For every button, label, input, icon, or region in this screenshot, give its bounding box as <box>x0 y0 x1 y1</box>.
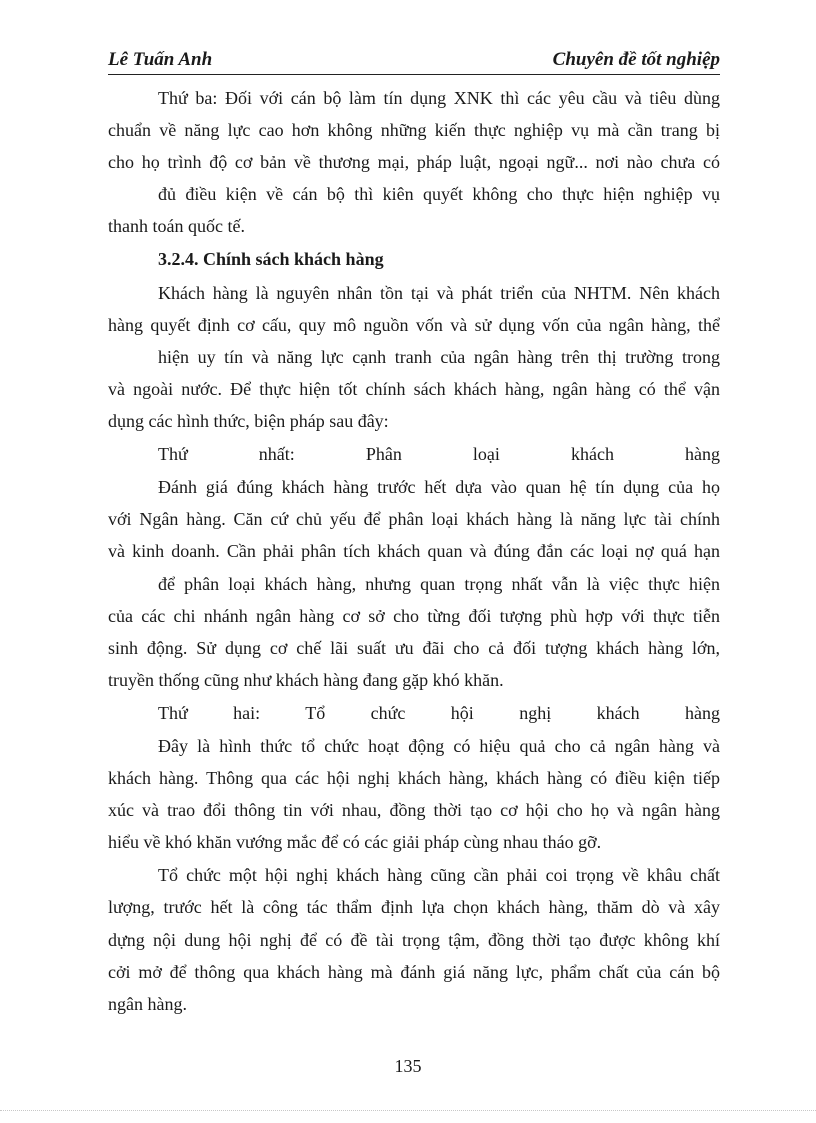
text-line: thanh toán quốc tế. <box>108 216 245 236</box>
text-line: Tổ chức một hội nghị khách hàng cũng cần phải coi trọng về khâu chất <box>158 865 720 885</box>
subheading-line: Thứ nhất: Phân loại khách hàng <box>158 444 720 464</box>
text-line: của các chi nhánh ngân hàng cơ sở cho từng đối tượng phù hợp với thực tiễn <box>108 606 720 626</box>
text-line: xúc và trao đổi thông tin với nhau, đồng thời tạo cơ hội cho họ và ngân hàng <box>108 800 720 820</box>
text-line: ngân hàng. <box>108 994 187 1014</box>
text-line: Khách hàng là nguyên nhân tồn tại và phát triển của NHTM. Nên khách <box>158 283 720 303</box>
text-line: và kinh doanh. Cần phải phân tích khách quan và đúng đắn các loại nợ quá hạn <box>108 541 720 561</box>
text-line: chuẩn về năng lực cao hơn không những kiến thực nghiệp vụ mà cần trang bị <box>108 120 720 140</box>
header-author: Lê Tuấn Anh <box>108 49 213 70</box>
page-number: 135 <box>394 1056 422 1076</box>
subheading-line: Thứ hai: Tổ chức hội nghị khách hàng <box>158 703 720 723</box>
text-line: sinh động. Sử dụng cơ chế lãi suất ưu đãi cho cả đối tượng khách hàng lớn, <box>108 638 720 658</box>
text-line: dụng các hình thức, biện pháp sau đây: <box>108 411 389 431</box>
text-line: cởi mở để thông qua khách hàng mà đánh giá năng lực, phẩm chất của cán bộ <box>108 962 720 982</box>
text-line: khách hàng. Thông qua các hội nghị khách hàng, khách hàng có điều kiện tiếp <box>108 768 720 788</box>
page-bottom-divider <box>0 1110 816 1111</box>
text-line: với Ngân hàng. Căn cứ chủ yếu để phân loại khách hàng là năng lực tài chính <box>108 509 720 529</box>
text-line: truyền thống cũng như khách hàng đang gặp khó khăn. <box>108 670 504 690</box>
text-line: và ngoài nước. Để thực hiện tốt chính sách khách hàng, ngân hàng có thể vận <box>108 379 720 399</box>
text-line: hàng quyết định cơ cấu, quy mô nguồn vốn và sử dụng vốn của ngân hàng, thể <box>108 315 720 335</box>
text-line: hiểu về khó khăn vướng mắc để có các giải pháp cùng nhau tháo gỡ. <box>108 832 602 852</box>
text-line: đủ điều kiện về cán bộ thì kiên quyết không cho thực hiện nghiệp vụ <box>158 184 720 204</box>
text-line: để phân loại khách hàng, nhưng quan trọng nhất vẫn là việc thực hiện <box>158 574 720 594</box>
section-heading: 3.2.4. Chính sách khách hàng <box>158 249 384 269</box>
text-line: hiện uy tín và năng lực cạnh tranh của ngân hàng trên thị trường trong <box>158 347 720 367</box>
text-line: lượng, trước hết là công tác thẩm định lựa chọn khách hàng, thăm dò và xây <box>108 897 720 917</box>
page-header <box>108 48 720 75</box>
text-line: cho họ trình độ cơ bản về thương mại, pháp luật, ngoại ngữ... nơi nào chưa có <box>108 152 720 172</box>
text-line: Thứ ba: Đối với cán bộ làm tín dụng XNK thì các yêu cầu và tiêu dùng <box>158 88 720 108</box>
header-title: Chuyên đề tốt nghiệp <box>552 49 720 70</box>
text-line: Đây là hình thức tổ chức hoạt động có hiệu quả cho cả ngân hàng và <box>158 736 720 756</box>
text-line: Đánh giá đúng khách hàng trước hết dựa vào quan hệ tín dụng của họ <box>158 477 720 497</box>
text-line: dựng nội dung hội nghị để có đề tài trọng tậm, đồng thời tạo được không khí <box>108 930 720 950</box>
